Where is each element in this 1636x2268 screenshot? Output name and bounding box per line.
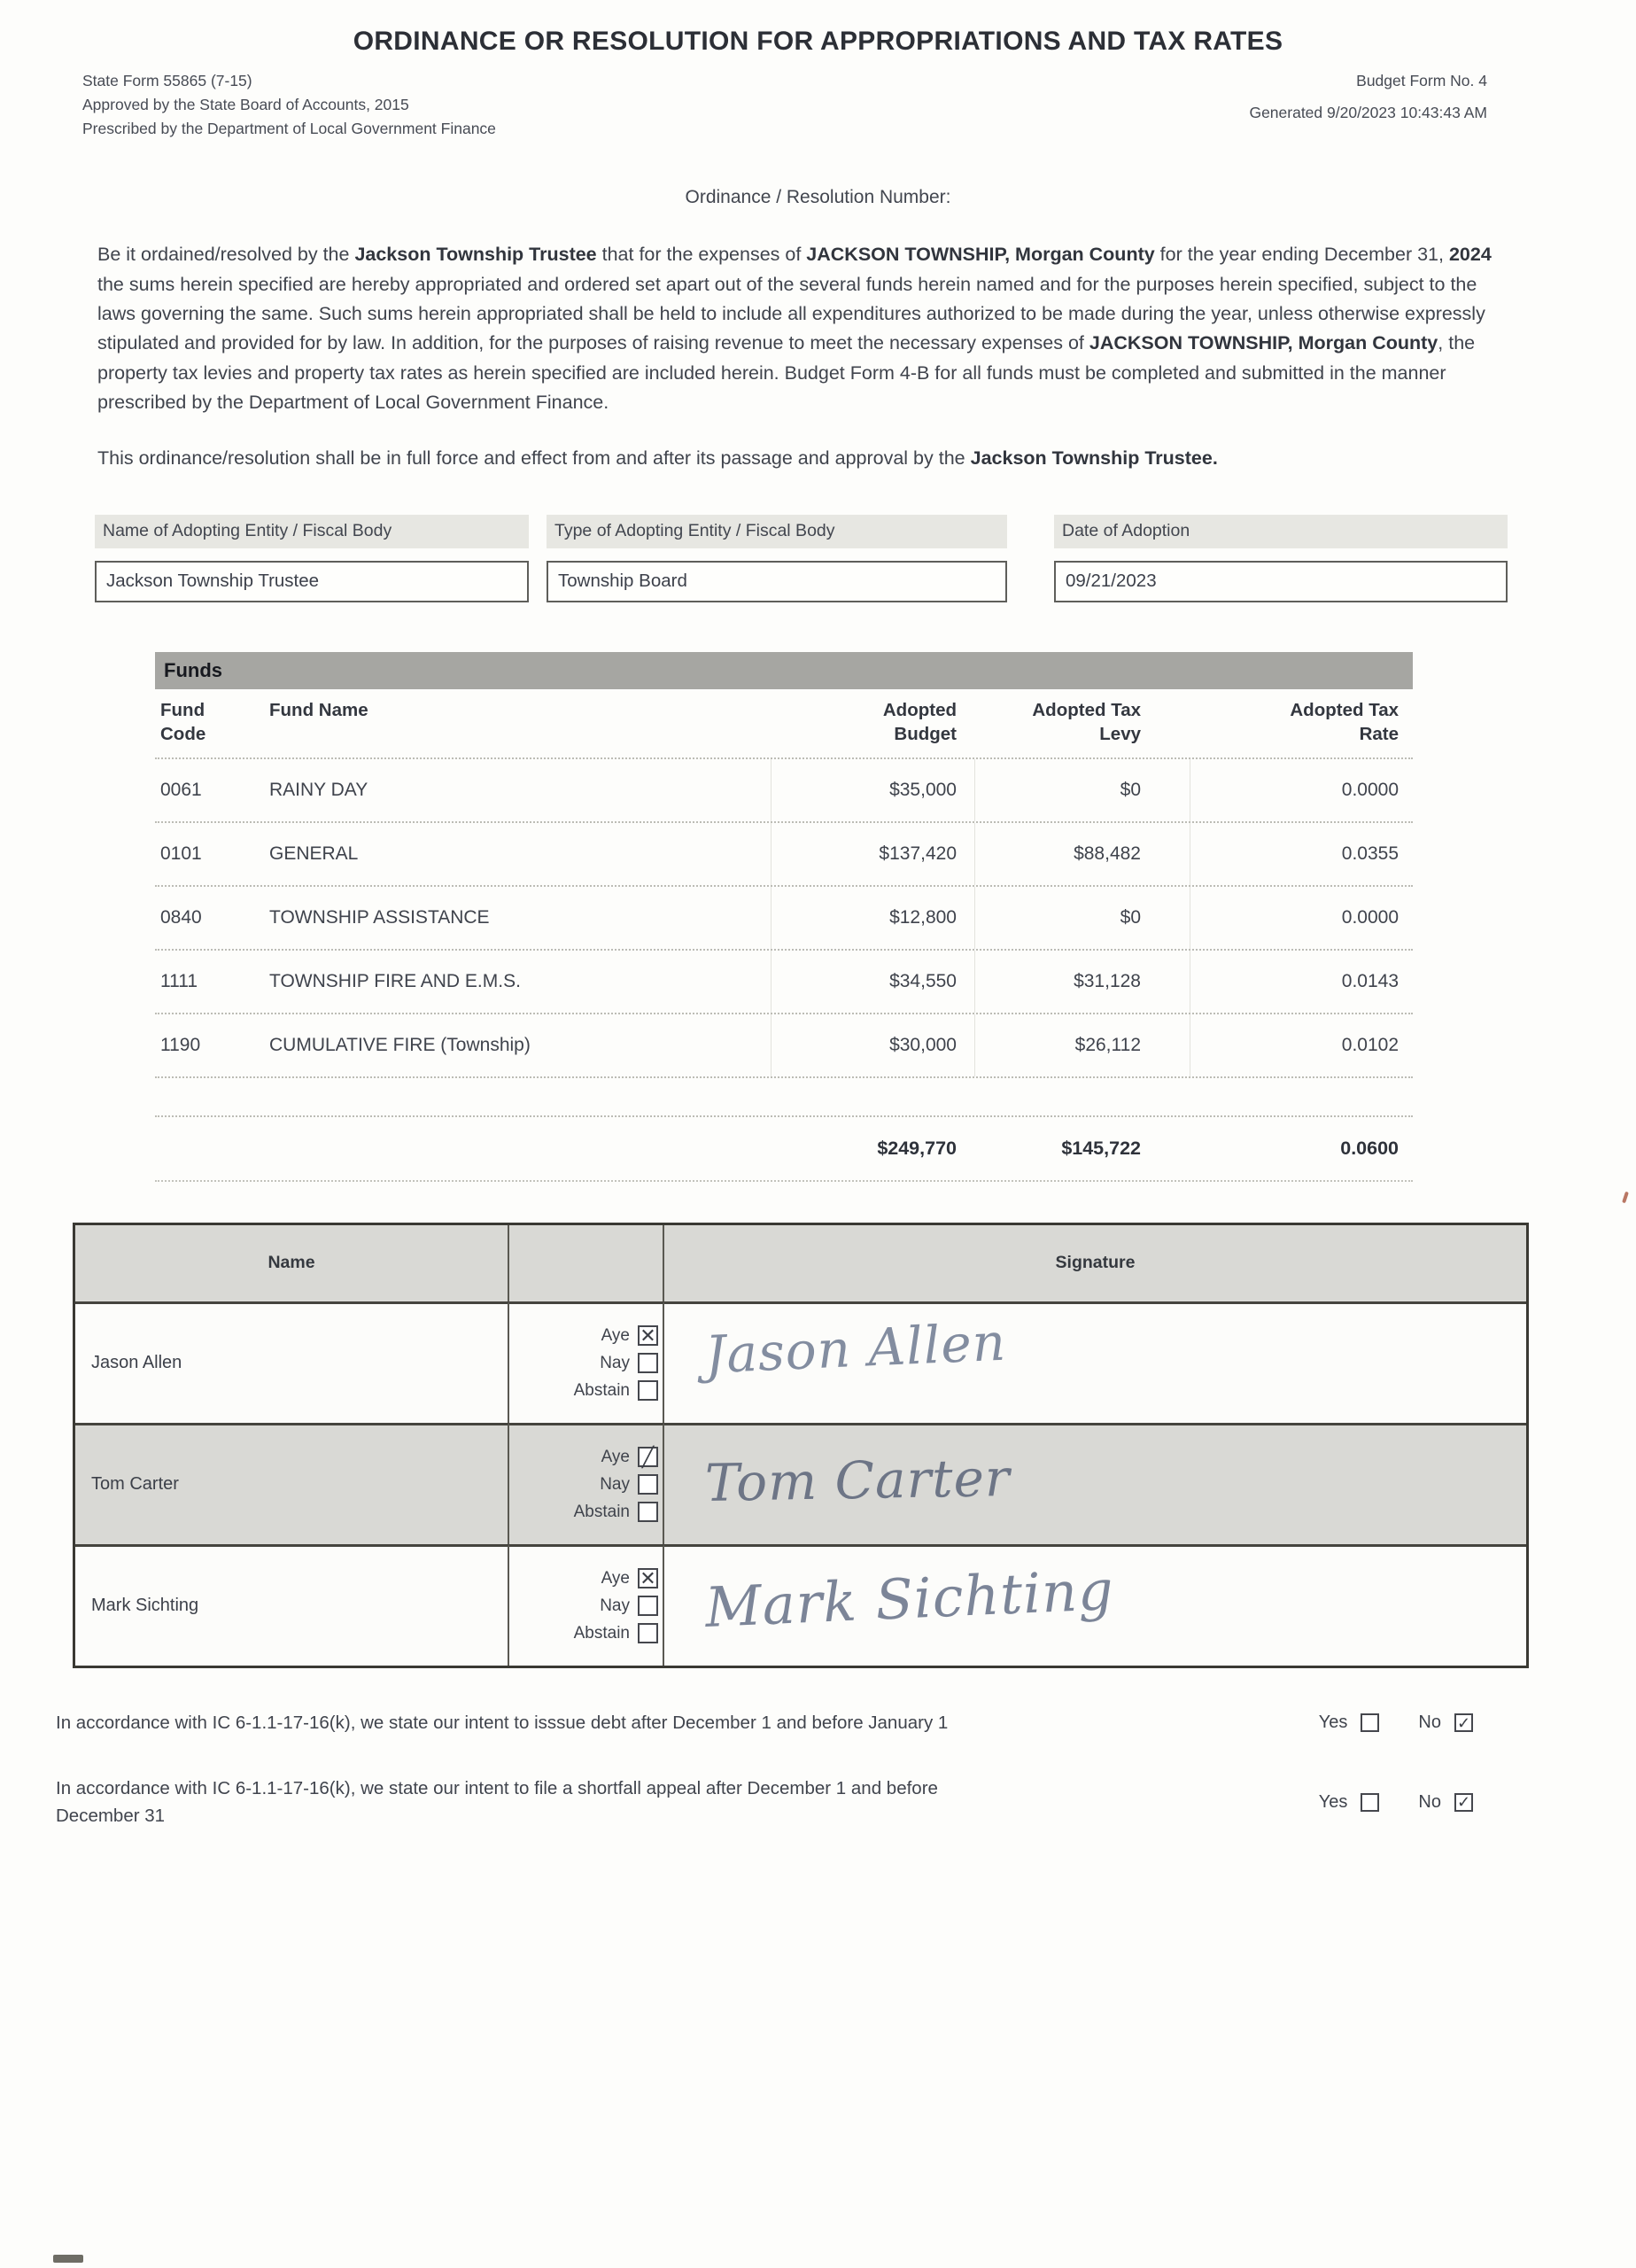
nay-checkbox[interactable] xyxy=(638,1474,658,1495)
funds-section-title: Funds xyxy=(155,652,1413,689)
nay-label: Nay xyxy=(600,1474,630,1494)
signature-field[interactable] xyxy=(664,1544,1526,1666)
vote-column-header xyxy=(509,1225,664,1301)
no-label: No xyxy=(1418,1713,1441,1733)
adopted-tax-levy-cell: $31,128 xyxy=(974,951,1190,1013)
vote-options-cell xyxy=(509,1544,664,1666)
funds-table xyxy=(155,652,1413,1182)
debt-intent-statement xyxy=(56,1709,1473,1737)
yes-checkbox[interactable] xyxy=(1361,1713,1379,1732)
aye-label: Aye xyxy=(601,1447,630,1466)
col-header-fund-name: Fund Name xyxy=(269,699,368,720)
signature-table xyxy=(73,1223,1529,1668)
abstain-checkbox[interactable] xyxy=(638,1502,658,1522)
adopted-tax-levy-cell: $26,112 xyxy=(974,1014,1190,1076)
generated-timestamp: Generated 9/20/2023 10:43:43 AM xyxy=(1249,104,1487,122)
abstain-checkbox[interactable] xyxy=(638,1623,658,1643)
col-header-adopted-tax-levy: Adopted Tax Levy xyxy=(1032,699,1141,745)
adopted-tax-rate-cell: 0.0000 xyxy=(1190,887,1413,949)
nay-label: Nay xyxy=(600,1596,630,1615)
name-column-header: Name xyxy=(75,1225,509,1301)
fund-code-cell: 1190 xyxy=(160,1034,201,1055)
aye-checkbox[interactable]: ✕ xyxy=(638,1568,658,1588)
adopted-tax-rate-cell: 0.0355 xyxy=(1190,823,1413,885)
funds-header-row xyxy=(155,689,1413,757)
funds-totals-row xyxy=(155,1115,1413,1182)
fund-row xyxy=(155,821,1413,885)
form-id-block xyxy=(1249,69,1487,141)
fund-row xyxy=(155,949,1413,1013)
aye-label: Aye xyxy=(601,1568,630,1588)
member-name: Jason Allen xyxy=(75,1301,509,1423)
adopting-entity-name-label: Name of Adopting Entity / Fiscal Body xyxy=(95,515,529,548)
page-title: ORDINANCE OR RESOLUTION FOR APPROPRIATIONS AND TAX RATES xyxy=(353,27,1283,56)
handwritten-signature: Jason Allen xyxy=(703,1311,1008,1386)
nay-checkbox[interactable] xyxy=(638,1353,658,1373)
abstain-label: Abstain xyxy=(573,1502,630,1521)
appropriation-paragraph: Be it ordained/resolved by the Jackson Township Trustee that for the expenses of JACKSON TOWNSHIP, Morgan County for the year ending December 31, 2024 the sums herein specified are hereby appropriated and ordered set apart out of the several funds herein named and for the purposes herein specified, subject to the laws governing the same. Such sums herein appropriated shall be held to include all expenditures authorized to be made during the year, unless otherwise expressly stipulated and provided for by law. In addition, for the purposes of raising revenue to meet the necessary expenses of JACKSON TOWNSHIP, Morgan County, the property tax levies and property tax rates as herein specified are included herein. Budget Form 4-B for all funds must be completed and submitted in the manner prescribed by the Department of Local Government Finance. xyxy=(97,244,1492,413)
nay-checkbox[interactable] xyxy=(638,1596,658,1616)
fund-code-cell: 0061 xyxy=(160,779,202,800)
aye-label: Aye xyxy=(601,1325,630,1345)
adopted-budget-cell: $12,800 xyxy=(771,887,974,949)
member-name: Tom Carter xyxy=(75,1423,509,1544)
col-header-adopted-budget: Adopted Budget xyxy=(882,699,957,745)
yes-label: Yes xyxy=(1318,1791,1348,1812)
yes-label: Yes xyxy=(1318,1713,1348,1733)
adopted-budget-cell: $137,420 xyxy=(771,823,974,885)
adopted-tax-rate-cell: 0.0143 xyxy=(1190,951,1413,1013)
adopted-tax-rate-cell: 0.0102 xyxy=(1190,1014,1413,1076)
handwritten-signature: Tom Carter xyxy=(704,1447,1012,1513)
adopting-entity-type-input[interactable]: Township Board xyxy=(547,561,1007,602)
handwritten-signature: Mark Sichting xyxy=(703,1557,1116,1640)
adopting-entity-fields xyxy=(95,515,1636,602)
adopted-tax-levy-cell: $0 xyxy=(974,887,1190,949)
adopted-budget-cell: $34,550 xyxy=(771,951,974,1013)
ordinance-number-label: Ordinance / Resolution Number: xyxy=(685,187,951,208)
fund-code-cell: 0101 xyxy=(160,843,202,864)
abstain-checkbox[interactable] xyxy=(638,1380,658,1401)
total-adopted-tax-rate: 0.0600 xyxy=(1340,1137,1399,1159)
prescribed-by-line: Prescribed by the Department of Local Government Finance xyxy=(82,120,496,138)
adopted-tax-rate-cell: 0.0000 xyxy=(1190,759,1413,821)
adopted-budget-cell: $35,000 xyxy=(771,759,974,821)
fund-name-cell: GENERAL xyxy=(269,843,359,864)
shortfall-intent-statement xyxy=(56,1775,1473,1831)
no-label: No xyxy=(1418,1791,1441,1812)
date-of-adoption-input[interactable]: 09/21/2023 xyxy=(1054,561,1508,602)
col-header-adopted-tax-rate: Adopted Tax Rate xyxy=(1290,699,1399,745)
fund-name-cell: TOWNSHIP ASSISTANCE xyxy=(269,906,490,928)
adopting-entity-name-input[interactable]: Jackson Township Trustee xyxy=(95,561,529,602)
adopted-budget-cell: $30,000 xyxy=(771,1014,974,1076)
adopting-entity-type-label: Type of Adopting Entity / Fiscal Body xyxy=(547,515,1007,548)
yes-checkbox[interactable] xyxy=(1361,1793,1379,1812)
total-adopted-tax-levy: $145,722 xyxy=(1061,1137,1141,1159)
state-form-number: State Form 55865 (7-15) xyxy=(82,72,252,89)
fund-code-cell: 0840 xyxy=(160,906,202,928)
aye-checkbox[interactable]: ╱ xyxy=(638,1447,658,1467)
form-provenance xyxy=(82,69,496,141)
scan-artifact xyxy=(53,2255,83,2263)
adopted-tax-levy-cell: $0 xyxy=(974,759,1190,821)
abstain-label: Abstain xyxy=(573,1380,630,1400)
statement-text: In accordance with IC 6-1.1-17-16(k), we state our intent to isssue debt after December 1 and before January 1 xyxy=(56,1712,949,1733)
fund-row xyxy=(155,1013,1413,1076)
approved-by-line: Approved by the State Board of Accounts, 2015 xyxy=(82,96,409,114)
aye-checkbox[interactable]: ✕ xyxy=(638,1325,658,1346)
yes-no-controls xyxy=(1319,1792,1473,1813)
fund-name-cell: RAINY DAY xyxy=(269,779,368,800)
fund-name-cell: TOWNSHIP FIRE AND E.M.S. xyxy=(269,970,521,991)
fund-row xyxy=(155,757,1413,821)
fund-code-cell: 1111 xyxy=(160,970,198,991)
total-adopted-budget: $249,770 xyxy=(877,1137,957,1159)
date-of-adoption-label: Date of Adoption xyxy=(1054,515,1508,548)
adopted-tax-levy-cell: $88,482 xyxy=(974,823,1190,885)
form-meta-row xyxy=(82,69,1487,141)
fund-row xyxy=(155,885,1413,949)
date-of-adoption-field xyxy=(1054,515,1508,602)
abstain-label: Abstain xyxy=(573,1623,630,1643)
adopting-entity-type-field xyxy=(547,515,1007,602)
fund-name-cell: CUMULATIVE FIRE (Township) xyxy=(269,1034,531,1055)
funds-spacer-row xyxy=(155,1076,1413,1115)
statement-text: In accordance with IC 6-1.1-17-16(k), we state our intent to file a shortfall appeal after December 1 and before December 31 xyxy=(56,1777,938,1827)
scan-artifact xyxy=(1622,1192,1629,1204)
intent-statements xyxy=(56,1709,1473,1830)
yes-no-controls xyxy=(1319,1713,1473,1733)
adopting-entity-name-field xyxy=(95,515,529,602)
no-checkbox[interactable]: ✓ xyxy=(1454,1793,1473,1812)
vote-options-cell xyxy=(509,1301,664,1423)
signature-field[interactable] xyxy=(664,1301,1526,1423)
signature-field[interactable] xyxy=(664,1423,1526,1544)
effective-paragraph: This ordinance/resolution shall be in full force and effect from and after its passage and approval by the Jackson Township Trustee. xyxy=(97,447,1218,470)
budget-form-number: Budget Form No. 4 xyxy=(1356,72,1487,89)
vote-options-cell xyxy=(509,1423,664,1544)
signature-column-header: Signature xyxy=(664,1225,1526,1301)
nay-label: Nay xyxy=(600,1353,630,1372)
member-name: Mark Sichting xyxy=(75,1544,509,1666)
no-checkbox[interactable]: ✓ xyxy=(1454,1713,1473,1732)
col-header-fund-code: Fund Code xyxy=(160,699,206,745)
